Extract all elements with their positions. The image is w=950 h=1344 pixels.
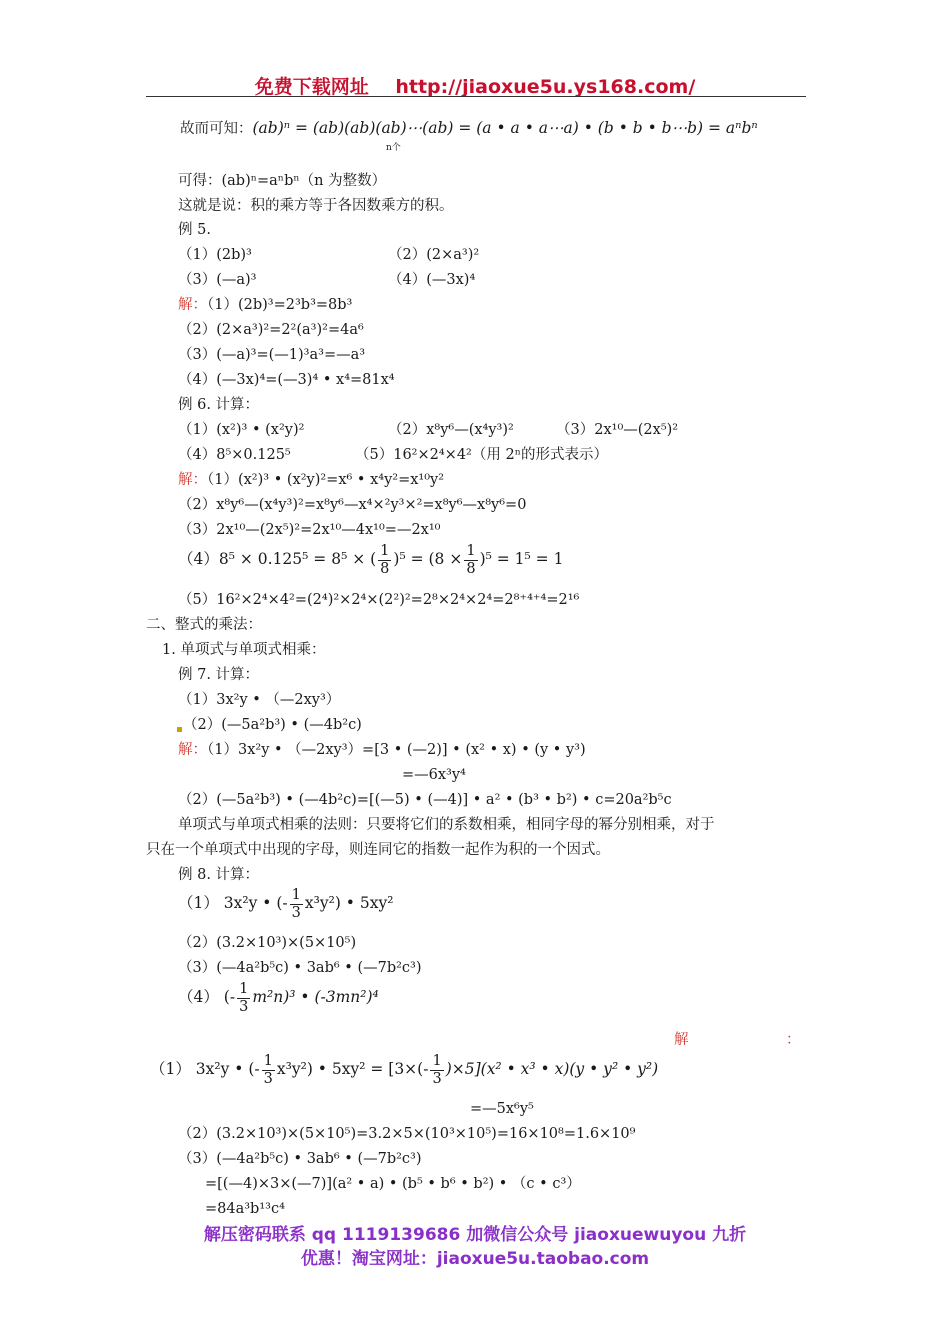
ex6-sol-5: （5）16²×2⁴×4²=(2⁴)²×2⁴×(2²)²=2⁸×2⁴×2⁴=2⁸⁺⁴⁺⁴=2¹⁶ [178,592,580,608]
fraction-one-third [262,1053,275,1088]
ex6-q2: （2）x⁸y⁶—(x⁴y³)² [388,422,514,438]
rule-paragraph-2: 只在一个单项式中出现的字母，则连同它的指数一起作为积的一个因式。 [146,842,610,858]
frac-num: 1 [291,886,301,903]
header-url[interactable]: http://jiaoxue5u.ys168.com/ [395,76,696,98]
ex8-sol-3-result: =84a³b¹³c⁴ [205,1201,285,1217]
frac-den: 3 [291,904,301,921]
ex8-q4-post: m²n)³ • (-3mn²)⁴ [252,988,379,1006]
frac-num: 1 [239,980,249,997]
frac-den: 8 [380,560,390,577]
ex8-sol-3-step: =[(—4)×3×(—7)](a² • a) • (b⁵ • b⁶ • b²) • （c • c³） [205,1176,581,1192]
ex6-sol-1 [178,470,444,490]
line-conclusion [180,118,758,139]
fraction-one-third [290,887,303,922]
solution-label: 解： [178,297,207,313]
frac-num: 1 [432,1052,442,1069]
subsection-1-title: 1. 单项式与单项式相乘： [162,642,326,658]
ex8-sol-1-pre: （1） 3x²y • (- [150,1060,260,1078]
solution-label: 解： [178,742,207,758]
frac-den: 3 [263,1070,273,1087]
ex8-sol-3: （3）(—4a²b⁵c) • 3ab⁶ • (—7b²c³) [178,1151,422,1167]
ex8-q4 [178,978,379,1017]
ex5-sol-1 [178,295,352,315]
marker-dot [177,727,182,732]
ex6-sol-4 [178,540,563,579]
ex8-q1-post: x³y²) • 5xy² [304,894,394,912]
solution-colon: ： [786,1032,801,1048]
solution-label-8: 解 [674,1032,689,1048]
ex6-q3: （3）2x¹⁰—(2x⁵)² [556,422,679,438]
frac-num: 1 [380,542,390,559]
ex6-q5: （5）16²×2⁴×4²（用 2ⁿ的形式表示） [355,447,608,463]
header-rule [146,96,806,97]
ex7-sol-1 [178,740,586,760]
ex8-sol-1-mid: x³y²) • 5xy² = [3×(- [276,1060,429,1078]
example-5-title: 例 5. [178,222,211,238]
ex8-q1 [178,884,393,923]
ex6-sol-1-text: （1）(x²)³ • (x²y)²=x⁶ • x⁴y²=x¹⁰y² [207,472,445,488]
ex7-sol-2: （2）(—5a²b³) • (—4b²c)=[(—5) • (—4)] • a² • (b³ • b²) • c=20a²b⁵c [178,792,672,808]
solution-label: 解： [178,472,207,488]
ex8-q1-pre: （1） 3x²y • (- [178,894,288,912]
n-factor-note: n个 [386,143,401,153]
ex8-sol-1-post: )×5](x² • x³ • x)(y • y² • y²) [445,1060,659,1078]
ex8-sol-1-result: =—5x⁶y⁵ [470,1101,534,1117]
ex5-q4: （4）(—3x)⁴ [388,272,476,288]
conclusion-label: 故而可知： [180,121,253,137]
ex6-sol-3: （3）2x¹⁰—(2x⁵)²=2x¹⁰—4x¹⁰=—2x¹⁰ [178,522,441,538]
page-header [0,72,950,99]
rule-statement: 可得：(ab)ⁿ=aⁿbⁿ（n 为整数） [178,173,387,189]
frac-den: 3 [432,1070,442,1087]
ex7-q1: （1）3x²y • （—2xy³） [178,692,341,708]
example-8-title: 例 8. 计算： [178,867,260,883]
footer-line-2[interactable]: 优惠！淘宝网址：jiaoxue5u.taobao.com [300,1249,650,1269]
rule-explanation: 这就是说：积的乘方等于各因数乘方的积。 [178,198,454,214]
frac-num: 1 [263,1052,273,1069]
frac-num: 1 [466,542,476,559]
fraction-one-third-2 [430,1053,443,1088]
section-2-title: 二、整式的乘法： [146,617,262,633]
frac-den: 8 [466,560,476,577]
fraction-one-eighth [378,543,391,578]
ex6-q1: （1）(x²)³ • (x²y)² [178,422,305,438]
footer-line-1: 解压密码联系 qq 1119139686 加微信公众号 jiaoxuewuyou 九折 [203,1225,747,1245]
ex5-q1: （1）(2b)³ [178,247,252,263]
ex7-sol-1-text: （1）3x²y • （—2xy³）=[3 • (—2)] • (x² • x) • (y • y³) [207,742,586,758]
frac-den: 3 [239,998,249,1015]
ex5-sol-2: （2）(2×a³)²=2²(a³)²=4a⁶ [178,322,364,338]
ex5-sol-1-text: （1）(2b)³=2³b³=8b³ [207,297,353,313]
ex7-sol-1-result: =—6x³y⁴ [402,767,466,783]
ex5-q3: （3）(—a)³ [178,272,257,288]
ex5-sol-4: （4）(—3x)⁴=(—3)⁴ • x⁴=81x⁴ [178,372,395,388]
ex6-sol-4-pre: （4）8⁵ × 0.125⁵ = 8⁵ × ( [178,550,377,568]
ex5-sol-3: （3）(—a)³=(—1)³a³=—a³ [178,347,366,363]
ex8-q4-pre: （4） (- [178,988,236,1006]
ex5-q2: （2）(2×a³)² [388,247,480,263]
ex7-q2: （2）(—5a²b³) • (—4b²c) [183,717,362,733]
ex8-sol-1 [150,1050,658,1089]
ex8-sol-2: （2）(3.2×10³)×(5×10⁵)=3.2×5×(10³×10⁵)=16×10⁸=1.6×10⁹ [178,1126,636,1142]
ex6-sol-4-mid: )⁵ = (8 × [393,550,463,568]
ex8-q3: （3）(—4a²b⁵c) • 3ab⁶ • (—7b²c³) [178,960,422,976]
ex6-q4: （4）8⁵×0.125⁵ [178,447,291,463]
rule-paragraph-1: 单项式与单项式相乘的法则：只要将它们的系数相乘，相同字母的幂分别相乘，对于 [178,817,715,833]
ex6-sol-4-post: )⁵ = 1⁵ = 1 [479,550,564,568]
header-title: 免费下载网址 [254,76,369,98]
ex8-q2: （2）(3.2×10³)×(5×10⁵) [178,935,357,951]
example-7-title: 例 7. 计算： [178,667,260,683]
conclusion-formula: (ab)ⁿ = (ab)(ab)(ab)⋯(ab) = (a • a • a⋯a) • (b • b • b⋯b) = aⁿbⁿ [252,119,758,137]
ex6-sol-2: （2）x⁸y⁶—(x⁴y³)²=x⁸y⁶—x⁴×²y³×²=x⁸y⁶—x⁸y⁶=0 [178,497,527,513]
fraction-one-third [237,981,250,1016]
example-6-title: 例 6. 计算： [178,397,260,413]
fraction-one-eighth-2 [464,543,477,578]
